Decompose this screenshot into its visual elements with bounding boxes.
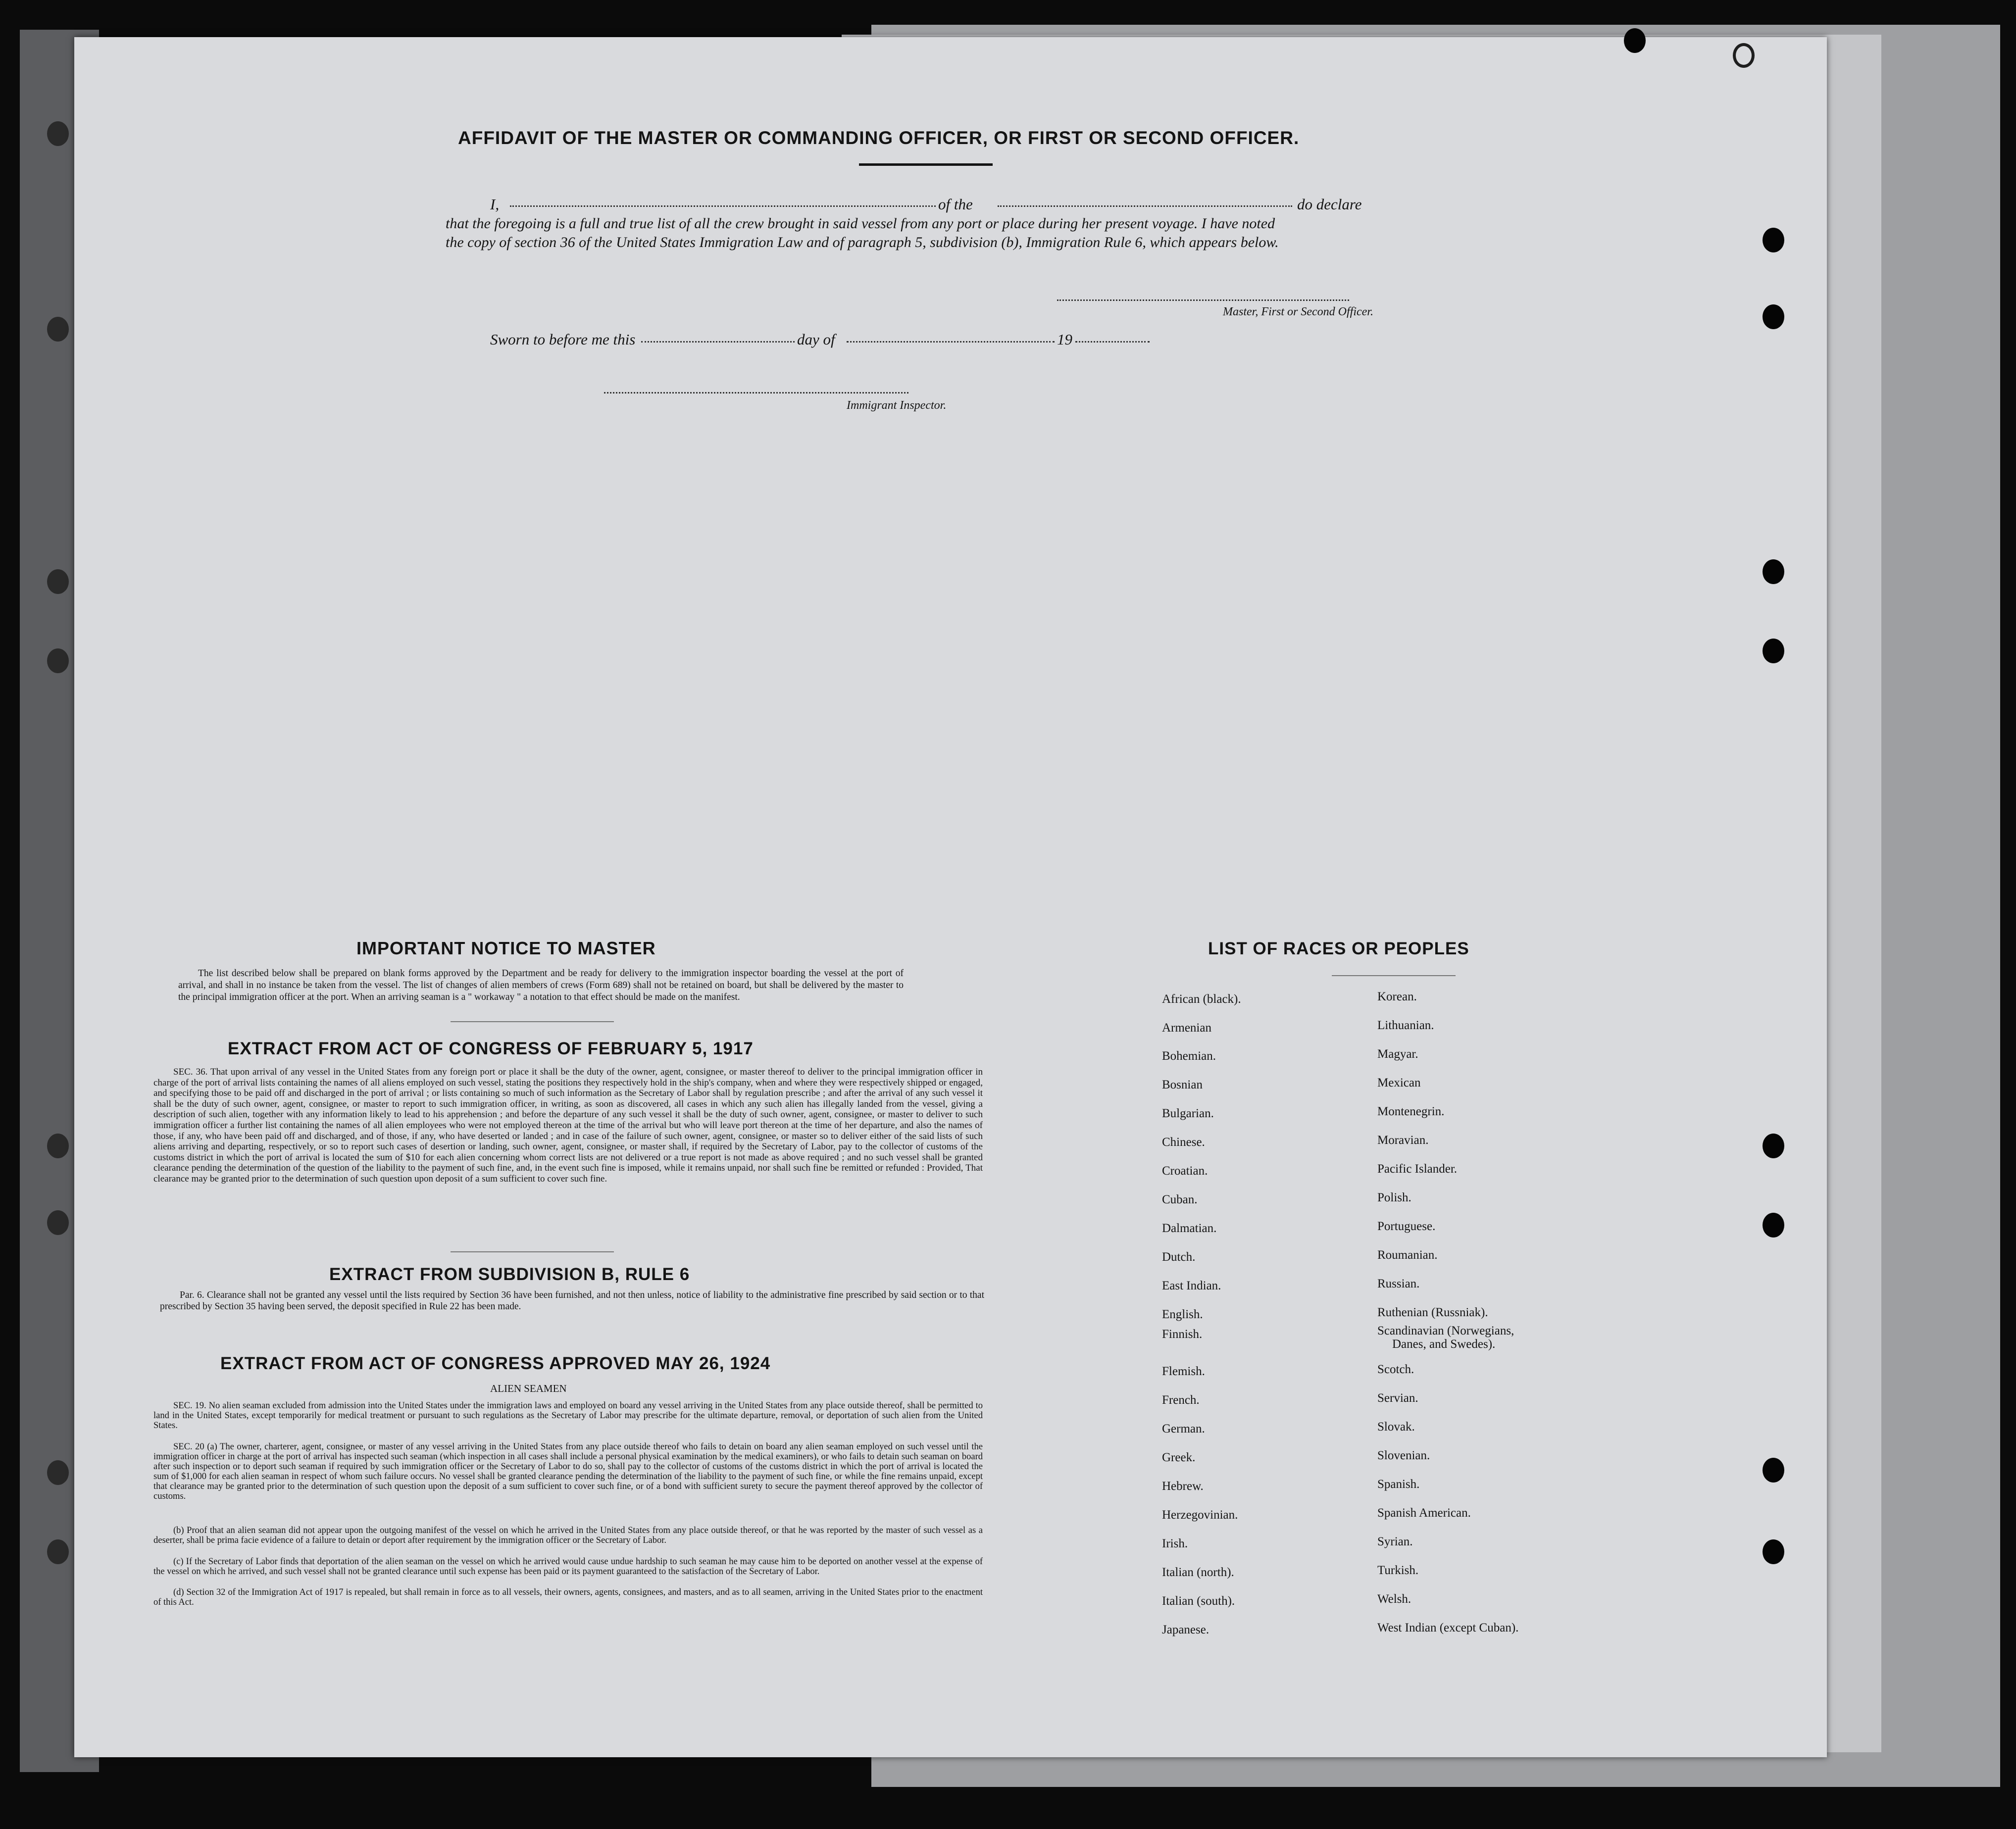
affidavit-line1-prefix: I,	[490, 196, 500, 213]
extract-1917-title: EXTRACT FROM ACT OF CONGRESS OF FEBRUARY 5, 1917	[228, 1039, 754, 1058]
notice-title: IMPORTANT NOTICE TO MASTER	[356, 938, 656, 958]
extract-rule6-text: Par. 6. Clearance shall not be granted any vessel until the lists required by Section 36 have been furnished, and not then unless, notice of liability to the administrative fine prescribed by said section or to that prescribed by Section 35 having been served, the deposit specified in Rule 22 has been made.	[160, 1290, 984, 1312]
affidavit-page	[74, 37, 1827, 1757]
races-title: LIST OF RACES OR PEOPLES	[1208, 939, 1469, 958]
master-signature-label: Master, First or Second Officer.	[1223, 305, 1373, 318]
binder-hole	[47, 648, 69, 673]
sec20b-text: (b) Proof that an alien seaman did not appear upon the outgoing manifest of the vessel on which he arrived in the United States from any place outside thereof, or that he was reported by the master of such vessel as a deserter, shall be prima facie evidence of a failure to detain or deport after requirement by the immigration officer or the Secretary of Labor.	[153, 1526, 983, 1545]
race-item: Armenian	[1162, 1021, 1211, 1035]
vessel-blank	[998, 205, 1292, 207]
race-item: Bohemian.	[1162, 1049, 1216, 1063]
inspector-signature-line	[604, 392, 908, 394]
race-item: Turkish.	[1377, 1564, 1419, 1577]
affidavit-line1-suffix: do declare	[1297, 196, 1362, 213]
alien-seamen-subtitle: ALIEN SEAMEN	[490, 1383, 567, 1394]
race-item: Scandinavian (Norwegians,	[1377, 1324, 1514, 1337]
divider	[451, 1251, 614, 1252]
extract-rule6-title: EXTRACT FROM SUBDIVISION B, RULE 6	[329, 1265, 690, 1284]
divider	[451, 1021, 614, 1022]
race-item: Roumanian.	[1377, 1248, 1438, 1262]
punch-hole	[1763, 1134, 1784, 1158]
race-item: Croatian.	[1162, 1164, 1208, 1178]
race-item: Slovenian.	[1377, 1449, 1430, 1462]
punch-hole	[1624, 28, 1646, 53]
race-item: West Indian (except Cuban).	[1377, 1621, 1519, 1634]
sworn-year-label: 19	[1057, 331, 1072, 348]
binder-hole	[47, 1134, 69, 1158]
race-item: Herzegovinian.	[1162, 1508, 1238, 1522]
race-item: Italian (south).	[1162, 1594, 1235, 1608]
race-item: Spanish American.	[1377, 1506, 1471, 1520]
race-item: Russian.	[1377, 1277, 1420, 1290]
binder-hole	[47, 121, 69, 146]
race-item: Bosnian	[1162, 1078, 1203, 1091]
binder-hole	[47, 1460, 69, 1485]
notice-text: The list described below shall be prepared on blank forms approved by the Department and be ready for delivery to the immigration inspector boarding the vessel at the port of arrival, and shall in no instance be taken from the vessel. The list of changes of alien members of crews (Form 689) shall not be retained on board, but shall be delivered by the master to the principal immigration officer at the port. When an arriving seaman is a " workaway " a notation to that effect should be made on the manifest.	[178, 968, 904, 1002]
race-item: Greek.	[1162, 1451, 1196, 1464]
title-underline	[859, 163, 993, 166]
race-item: Portuguese.	[1377, 1220, 1436, 1233]
race-item: Magyar.	[1377, 1047, 1418, 1061]
inspector-label: Immigrant Inspector.	[847, 399, 947, 412]
race-item: Scotch.	[1377, 1363, 1414, 1376]
extract-1924-title: EXTRACT FROM ACT OF CONGRESS APPROVED MAY 26, 1924	[220, 1354, 771, 1373]
affidavit-title: AFFIDAVIT OF THE MASTER OR COMMANDING OFFICER, OR FIRST OR SECOND OFFICER.	[458, 128, 1300, 148]
race-item: English.	[1162, 1308, 1203, 1321]
punch-hole	[1763, 559, 1784, 584]
race-item: Spanish.	[1377, 1478, 1420, 1491]
race-item: Irish.	[1162, 1537, 1188, 1550]
race-item: Finnish.	[1162, 1328, 1203, 1341]
sworn-prefix: Sworn to before me this	[490, 331, 636, 348]
punch-hole	[1733, 43, 1755, 68]
race-item: Moravian.	[1377, 1134, 1429, 1147]
sworn-month-blank	[847, 341, 1055, 343]
sec20a-text: SEC. 20 (a) The owner, charterer, agent, consignee, or master of any vessel arriving in the United States from any place outside thereof who fails to detain on board any alien seaman employed on such vessel until the immigration officer in charge at the port of arrival has inspected such seaman (which inspection in all cases shall include a personal physical examination by the medical examiners), or who fails to detain such seaman on board after such inspection or to deport such seaman if required by such immigration officer or the Secretary of Labor to do so, shall pay to the collector of customs of the customs district in which the port of arrival is located the sum of $1,000 for each alien seaman in respect of whom such failure occurs. No vessel shall be granted clearance pending the determination of the liability to the payment of such fine, or while the fine remains unpaid, except that clearance may be granted prior to the determination of such question upon the deposit of a sum sufficient to cover such fine, or of a bond with sufficient surety to secure the payment thereof approved by the collector of customs.	[153, 1442, 983, 1501]
punch-hole	[1763, 304, 1784, 329]
race-item: Mexican	[1377, 1076, 1421, 1089]
race-item: Korean.	[1377, 990, 1417, 1003]
binder-hole	[47, 317, 69, 342]
race-item: Dalmatian.	[1162, 1222, 1217, 1235]
punch-hole	[1763, 639, 1784, 663]
extract-1917-text: SEC. 36. That upon arrival of any vessel in the United States from any foreign port or place it shall be the duty of the owner, agent, consignee, or master thereof to deliver to the principal immigration officer in charge of the port of arrival lists containing the names of all aliens employed on such vessel, stating the positions they respectively hold in the ship's company, when and where they were respectively shipped or engaged, and specifying those to be paid off and discharged in the port of arrival ; or lists containing so much of such information as the Secretary of Labor shall by regulation prescribe ; and after the arrival of any such vessel it shall be the duty of such owner, agent, consignee, or master to report to such immigration officer, in writing, as soon as discovered, all cases in which any such alien has illegally landed from the vessel, giving a description of such alien, together with any information likely to lead to his apprehension ; and before the departure of any such vessel it shall be the duty of such owner, agent, consignee, or master to deliver to such immigration officer a further list containing the names of all alien employees who were not employed thereon at the time of the arrival but who will leave port thereon at the time of her departure, and also the names of those, if any, who have been paid off and discharged, and of those, if any, who have deserted or landed ; and in case of the failure of such owner, agent, consignee, or master so to deliver either of the said lists of such aliens arriving and departing, respectively, or so to report such cases of desertion or landing, such owner, agent, consignee, or master shall, if required by the Secretary of Labor, pay to the collector of customs of the customs district in which the port of arrival is located the sum of $10 for each alien concerning whom correct lists are not delivered or a true report is not made as above required ; and no such vessel shall be granted clearance pending the determination of the question of the liability to the payment of such fine, and, in the event such fine is imposed, while it remains unpaid, nor shall such fine be remitted or refunded : Provided, That clearance may be granted prior to the determination of such question upon deposit of a sum sufficient to cover such fine.	[153, 1067, 983, 1184]
race-item: Chinese.	[1162, 1136, 1205, 1149]
race-item: Syrian.	[1377, 1535, 1413, 1548]
punch-hole	[1763, 228, 1784, 252]
binder-hole	[47, 1539, 69, 1564]
punch-hole	[1763, 1539, 1784, 1564]
race-item: Italian (north).	[1162, 1566, 1234, 1579]
race-item: Pacific Islander.	[1377, 1162, 1458, 1176]
sworn-day-blank	[641, 341, 795, 343]
race-item: Flemish.	[1162, 1365, 1205, 1378]
race-item: East Indian.	[1162, 1279, 1221, 1292]
race-item: Cuban.	[1162, 1193, 1198, 1206]
affidavit-line1-of: of the	[938, 196, 973, 213]
binder-hole	[47, 1210, 69, 1235]
sworn-day-label: day of	[797, 331, 835, 348]
race-item: French.	[1162, 1393, 1200, 1407]
punch-hole	[1763, 1458, 1784, 1483]
sec20c-text: (c) If the Secretary of Labor finds that deportation of the alien seaman on the vessel on which he arrived would cause undue hardship to such seaman he may cause him to be deported on another vessel at the expense of the vessel on which he arrived, and such vessel shall not be granted clearance until such expense has been paid or its payment guaranteed to the satisfaction of the Secretary of Labor.	[153, 1557, 983, 1577]
race-item: Ruthenian (Russniak).	[1377, 1306, 1488, 1319]
sec19-text: SEC. 19. No alien seaman excluded from admission into the United States under the immigration laws and employed on board any vessel arriving in the United States from any place outside thereof, shall be permitted to land in the United States, except temporarily for medical treatment or pursuant to such regulations as the Secretary of Labor may prescribe for the ultimate departure, removal, or deportation of such alien from the United States.	[153, 1401, 983, 1431]
sec20d-text: (d) Section 32 of the Immigration Act of 1917 is repealed, but shall remain in force as to all vessels, their owners, agents, consignees, and masters, and as to all seamen, arriving in the United States prior to the enactment of this Act.	[153, 1587, 983, 1607]
master-signature-line	[1057, 299, 1349, 301]
race-item: Lithuanian.	[1377, 1019, 1434, 1032]
binder-hole	[47, 569, 69, 594]
affidavit-body-line2: that the foregoing is a full and true list of all the crew brought in said vessel from any port or place during her present voyage. I have noted	[446, 215, 1275, 232]
punch-hole	[1763, 1213, 1784, 1237]
divider	[1332, 975, 1456, 976]
race-item: Polish.	[1377, 1191, 1411, 1204]
race-item: Hebrew.	[1162, 1480, 1204, 1493]
race-item: Bulgarian.	[1162, 1107, 1214, 1120]
race-item: Montenegrin.	[1377, 1105, 1445, 1118]
race-item: African (black).	[1162, 992, 1241, 1006]
race-item: Japanese.	[1162, 1623, 1210, 1636]
race-item: Dutch.	[1162, 1250, 1196, 1264]
race-item: Slovak.	[1377, 1420, 1415, 1434]
race-item: Danes, and Swedes).	[1392, 1337, 1496, 1351]
name-blank	[510, 205, 936, 207]
race-item: Welsh.	[1377, 1592, 1411, 1606]
race-item: German.	[1162, 1422, 1205, 1435]
affidavit-body-line3: the copy of section 36 of the United States Immigration Law and of paragraph 5, subdivision (b), Immigration Rule 6, which appears below.	[446, 234, 1279, 250]
sworn-year-blank	[1075, 341, 1150, 343]
race-item: Servian.	[1377, 1391, 1418, 1405]
